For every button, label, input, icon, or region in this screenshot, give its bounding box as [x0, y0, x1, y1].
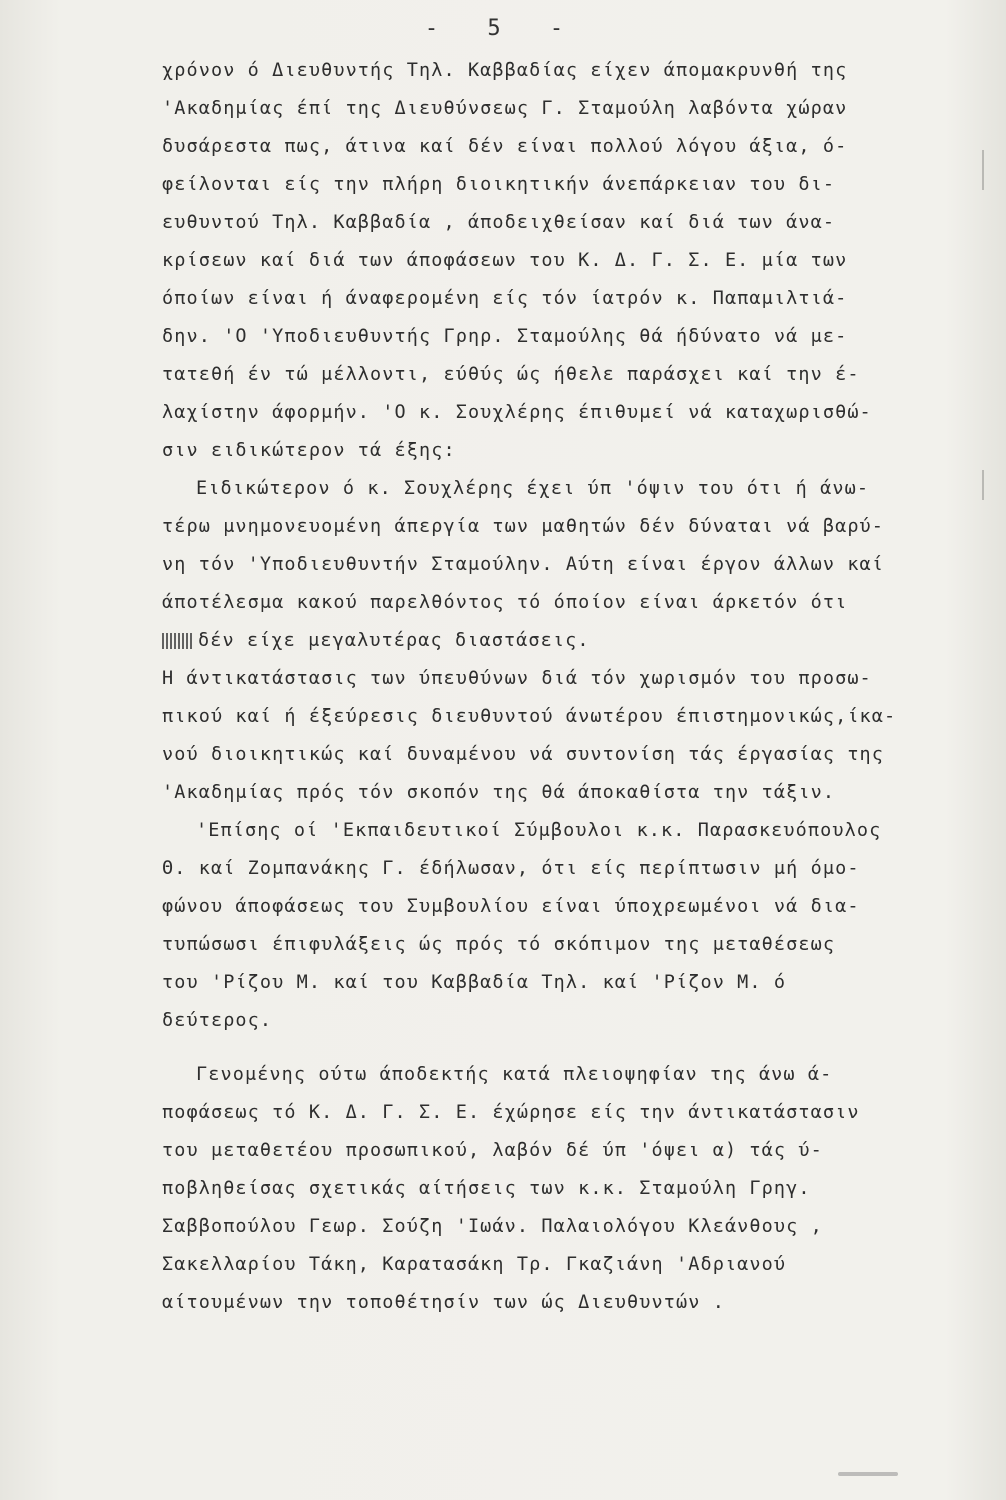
- text-line: του 'Ρίζου Μ. καί του Καββαδία Τηλ. καί 'Ρίζον Μ. ό: [162, 972, 787, 993]
- text-line: δην. 'Ο 'Υποδιευθυντής Γρηρ. Σταμούλης θά ήδύνατο νά με-: [162, 326, 848, 347]
- text-line: Σαββοπούλου Γεωρ. Σούζη 'Ιωάν. Παλαιολόγου Κλεάνθους ,: [162, 1216, 823, 1237]
- text-line: σιν ειδικώτερον τά έξης:: [162, 440, 456, 461]
- text-line: όποίων είναι ή άναφερομένη είς τόν ίατρόν κ. Παπαμιλτιά-: [162, 288, 848, 309]
- text-line: νη τόν 'Υποδιευθυντήν Σταμούλην. Αύτη είναι έργον άλλων καί: [162, 554, 885, 575]
- text-line: δεύτερος.: [162, 1010, 273, 1031]
- text-line: Σακελλαρίου Τάκη, Καρατασάκη Τρ. Γκαζιάνη 'Αδριανού: [162, 1254, 787, 1275]
- text-line: Θ. καί Ζομπανάκης Γ. έδήλωσαν, ότι είς περίπτωσιν μή όμο-: [162, 858, 860, 879]
- text-line: Η άντικατάστασις των ύπευθύνων διά τόν χωρισμόν του προσω-: [162, 668, 872, 689]
- text-line: τέρω μνημονευομένη άπεργία των μαθητών δέν δύναται νά βαρύ-: [162, 516, 885, 537]
- text-line: δυσάρεστα πως, άτινα καί δέν είναι πολλού λόγου άξια, ό-: [162, 136, 848, 157]
- text-line: ποφάσεως τό Κ. Δ. Γ. Σ. Ε. έχώρησε είς την άντικατάστασιν: [162, 1102, 860, 1123]
- text-line: χρόνον ό Διευθυντής Τηλ. Καββαδίας είχεν άπομακρυνθή της: [162, 60, 848, 81]
- text-line: ευθυντού Τηλ. Καββαδία , άποδειχθείσαν καί διά των άνα-: [162, 212, 836, 233]
- strikeout-mark: [162, 633, 192, 649]
- paper-smudge: [838, 1472, 898, 1476]
- text-line: Ειδικώτερον ό κ. Σουχλέρης έχει ύπ 'όψιν του ότι ή άνω-: [196, 478, 870, 499]
- document-body: [162, 52, 982, 1322]
- text-line: 'Ακαδημίας έπί της Διευθύνσεως Γ. Σταμούλη λαβόντα χώραν: [162, 98, 848, 119]
- page-number: - 5 -: [424, 16, 582, 41]
- text-line: τατεθή έν τώ μέλλοντι, εύθύς ώς ήθελε παράσχει καί την έ-: [162, 364, 860, 385]
- margin-mark: [982, 150, 984, 190]
- text-line: λαχίστην άφορμήν. 'Ο κ. Σουχλέρης έπιθυμεί νά καταχωρισθώ-: [162, 402, 872, 423]
- text-line: αίτουμένων την τοποθέτησίν των ώς Διευθυντών .: [162, 1292, 725, 1313]
- text-line: ποβληθείσας σχετικάς αίτήσεις των κ.κ. Σταμούλη Γρηγ.: [162, 1178, 811, 1199]
- paragraph-gap: [162, 1040, 982, 1056]
- text-line: πικού καί ή έξεύρεσις διευθυντού άνωτέρου έπιστημονικώς,ίκα-: [162, 706, 897, 727]
- text-line: φώνου άποφάσεως του Συμβουλίου είναι ύποχρεωμένοι νά δια-: [162, 896, 860, 917]
- text-line: νού διοικητικώς καί δυναμένου νά συντονίση τάς έργασίας της: [162, 744, 885, 765]
- text-line: του μεταθετέου προσωπικού, λαβόν δέ ύπ 'όψει α) τάς ύ-: [162, 1140, 823, 1161]
- text-line: δέν είχε μεγαλυτέρας διαστάσεις.: [198, 630, 590, 651]
- text-line-with-strikeout: [162, 622, 982, 660]
- text-line: κρίσεων καί διά των άποφάσεων του Κ. Δ. Γ. Σ. Ε. μία των: [162, 250, 848, 271]
- text-line: άποτέλεσμα κακού παρελθόντος τό όποίον είναι άρκετόν ότι: [162, 592, 848, 613]
- margin-mark: [982, 470, 984, 500]
- text-line: 'Επίσης οί 'Εκπαιδευτικοί Σύμβουλοι κ.κ. Παρασκευόπουλος: [196, 820, 882, 841]
- text-line: τυπώσωσι έπιφυλάξεις ώς πρός τό σκόπιμον της μεταθέσεως: [162, 934, 836, 955]
- text-line: φείλονται είς την πλήρη διοικητικήν άνεπάρκειαν του δι-: [162, 174, 836, 195]
- text-line: Γενομένης ούτω άποδεκτής κατά πλειοψηφίαν της άνω ά-: [196, 1064, 833, 1085]
- text-line: 'Ακαδημίας πρός τόν σκοπόν της θά άποκαθίστα την τάξιν.: [162, 782, 836, 803]
